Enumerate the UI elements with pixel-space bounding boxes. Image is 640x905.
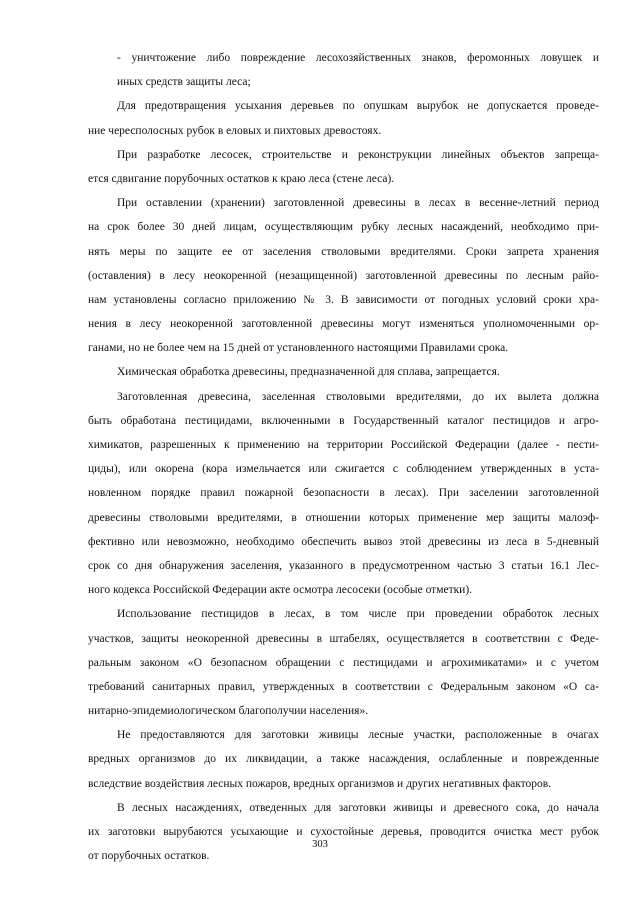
text-line: ного кодекса Российской Федерации акте осмотра лесосеки (особые отметки). [88,584,473,597]
text-line: ганами, но не более чем на 15 дней от установленного настоящими Правилами срока. [88,342,509,355]
text-line: - уничтожение либо повреждение лесохозяйственных знаков, феромонных ловушек и [117,52,599,64]
text-line: нитарно-эпидемиологическом благополучии населения». [88,705,369,718]
text-line: В лесных насаждениях, отведенных для заготовки живицы и древесного сока, до начала [117,801,599,814]
text-line: новленном порядке правил пожарной безопасности в лесах). При заселении заготовленной [88,487,599,500]
text-line: требований санитарных правил, утвержденных в соответствии с Федеральным законом «О са- [88,680,599,693]
text-line: Использование пестицидов в лесах, в том числе при проведении обработок лесных [117,608,599,621]
text-line: Не предоставляются для заготовки живицы лесные участки, расположенные в очагах [117,729,599,742]
text-line: вследствие воздействия лесных пожаров, вредных организмов и других негативных факторов. [88,777,552,790]
text-line: древесины стволовыми вредителями, в отношении которых применение мер защиты малоэф- [88,511,599,524]
text-line: их заготовки вырубаются усыхающие и сухостойные деревья, проводится очистка мест рубок [88,826,599,838]
text-line: ральным законом «О безопасном обращении с пестицидами и агрохимикатами» и с учетом [88,656,599,669]
text-line: При оставлении (хранении) заготовленной древесины в лесах в весенне-летний период [117,197,599,210]
text-line: Для предотвращения усыхания деревьев по опушкам вырубок не допускается проведе- [117,100,599,113]
text-line: вредных организмов до их ликвидации, а также насаждения, ослабленные и поврежденные [88,753,599,766]
text-line: При разработке лесосек, строительстве и реконструкции линейных объектов запреща- [117,148,599,161]
text-line: от порубочных остатков. [88,850,210,863]
document-body [88,46,599,868]
text-line: ется сдвигание порубочных остатков к краю леса (стене леса). [88,172,395,185]
text-line: быть обработана пестицидами, включенными в Государственный каталог пестицидов и агро- [88,414,599,427]
page-number: 303 [312,839,328,850]
text-line: участков, защиты неокоренной древесины в штабелях, осуществляется в соответствии с Феде- [88,632,599,645]
text-line: иных средств защиты леса; [117,76,251,89]
text-line: ние чересполосных рубок в еловых и пихтовых древостоях. [88,124,382,137]
text-line: на срок более 30 дней лицам, осуществляющим рубку лесных насаждений, необходимо при- [88,221,599,234]
text-line: Химическая обработка древесины, предназначенной для сплава, запрещается. [117,366,500,379]
text-line: циды), или окорена (кора измельчается или сжигается с соблюдением утвержденных в уста- [88,463,599,476]
text-line: нения в лесу неокоренной заготовленной древесины могут изменяться уполномоченными ор- [88,318,599,331]
text-line: нам установлены согласно приложению № 3. В зависимости от погодных условий сроки хра- [88,293,599,306]
text-line: срок со дня обнаружения заселения, указанного в предусмотренном частью 3 статьи 16.1 Лес- [88,559,599,572]
text-line: (оставления) в лесу неокоренной (незащищенной) заготовленной древесины по лесным райо- [88,269,599,282]
text-line: Заготовленная древесина, заселенная стволовыми вредителями, до их вылета должна [117,390,599,403]
text-line: нять меры по защите ее от заселения стволовыми вредителями. Сроки запрета хранения [88,245,599,258]
text-line: химикатов, разрешенных к применению на территории Российской Федерации (далее - пести- [88,439,599,451]
text-line: фективно или невозможно, необходимо обеспечить вывоз этой древесины из леса в 5-дневный [88,535,599,548]
